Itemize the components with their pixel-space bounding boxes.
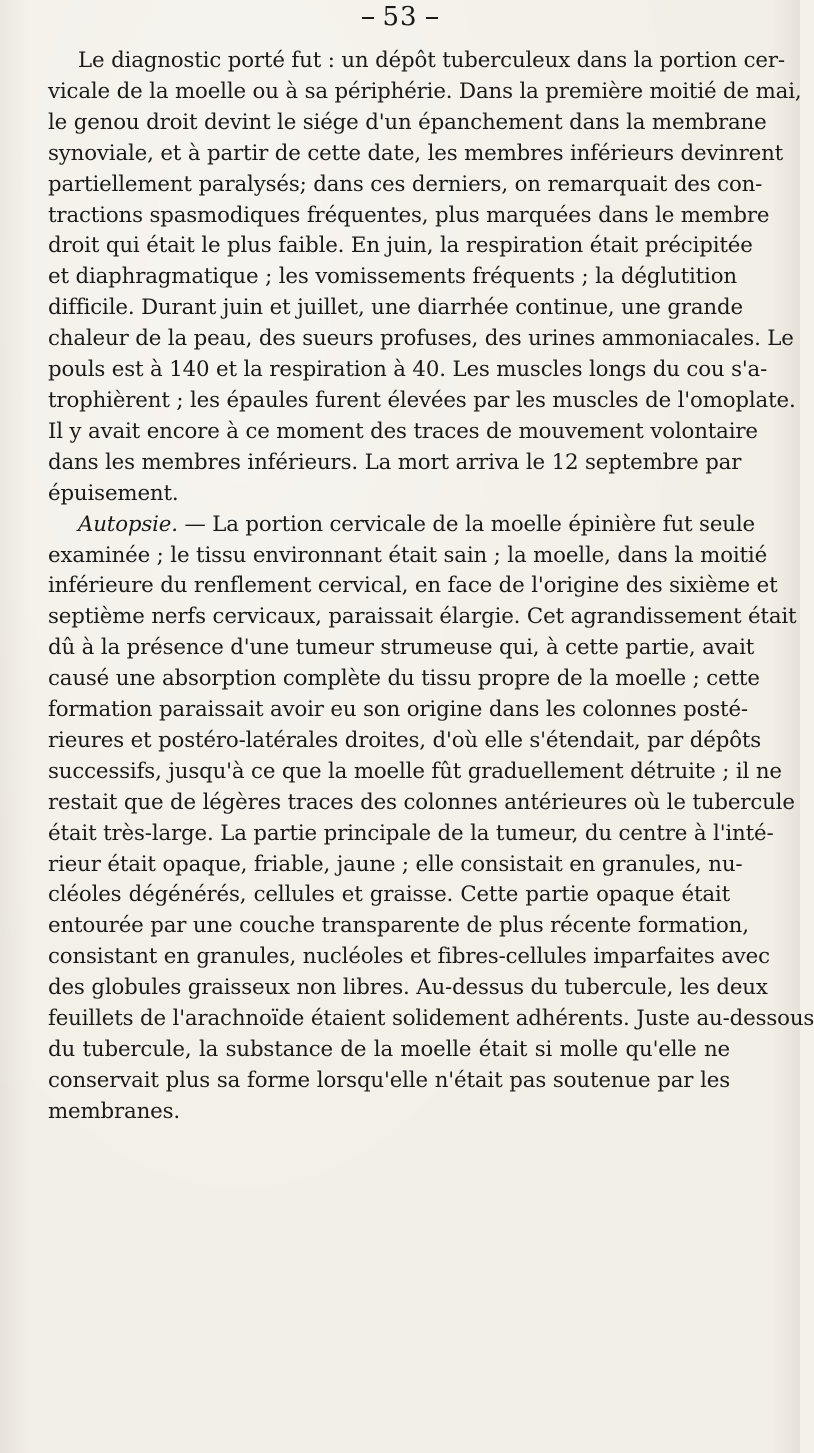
text-line xyxy=(48,417,758,448)
line-text: et diaphragmatique ; les vomissements fréquents ; la déglutition xyxy=(48,264,737,290)
line-text: causé une absorption complète du tissu propre de la moelle ; cette xyxy=(48,666,760,692)
text-line xyxy=(48,108,767,139)
line-text: vicale de la moelle ou à sa périphérie. Dans la première moitié de mai, xyxy=(48,78,802,104)
text-line xyxy=(48,571,778,602)
line-text: épuisement. xyxy=(48,480,179,506)
page-number: 53 xyxy=(0,2,800,32)
line-text: — La portion cervicale de la moelle épinière fut seule xyxy=(177,511,755,537)
section-heading: Autopsie. xyxy=(78,511,178,537)
text-line xyxy=(48,231,753,262)
body-text xyxy=(48,46,814,1128)
line-text: Il y avait encore à ce moment des traces de mouvement volontaire xyxy=(48,418,758,444)
line-text: rieures et postéro-latérales droites, d'où elle s'étendait, par dépôts xyxy=(48,727,762,753)
text-line xyxy=(48,695,748,726)
line-text: consistant en granules, nucléoles et fibres-cellules imparfaites avec xyxy=(48,944,770,970)
line-text: tractions spasmodiques fréquentes, plus marquées dans le membre xyxy=(48,202,770,228)
text-line xyxy=(48,77,802,108)
line-text: membranes. xyxy=(48,1098,181,1124)
line-text: examinée ; le tissu environnant était sain ; la moelle, dans la moitié xyxy=(48,542,768,568)
text-line xyxy=(48,880,730,911)
line-text: était très-large. La partie principale de la tumeur, du centre à l'inté- xyxy=(48,820,774,846)
line-text: le genou droit devint le siége d'un épanchement dans la membrane xyxy=(48,109,767,135)
text-line xyxy=(48,850,743,881)
text-line xyxy=(48,510,755,541)
line-text: pouls est à 140 et la respiration à 40. Les muscles longs du cou s'a- xyxy=(48,357,768,383)
line-text: septième nerfs cervicaux, paraissait élargie. Cet agrandissement était xyxy=(48,604,797,630)
line-text: droit qui était le plus faible. En juin, la respiration était précipitée xyxy=(48,233,753,259)
text-line xyxy=(48,788,795,819)
line-text: successifs, jusqu'à ce que la moelle fût graduellement détruite ; il ne xyxy=(48,758,782,784)
text-line xyxy=(48,541,768,572)
line-text: trophièrent ; les épaules furent élevées par les muscles de l'omoplate. xyxy=(48,387,796,413)
text-line xyxy=(48,1004,814,1035)
text-line xyxy=(48,262,737,293)
text-line xyxy=(48,324,794,355)
line-text: feuillets de l'arachnoïde étaient solidement adhérents. Juste au-dessous xyxy=(48,1006,814,1032)
text-line xyxy=(48,973,768,1004)
text-line xyxy=(48,46,785,77)
line-text: conservait plus sa forme lorsqu'elle n'était pas soutenue par les xyxy=(48,1067,730,1093)
text-line xyxy=(48,757,782,788)
text-line xyxy=(48,139,784,170)
text-line xyxy=(48,911,749,942)
text-line xyxy=(48,1066,730,1097)
line-text: difficile. Durant juin et juillet, une diarrhée continue, une grande xyxy=(48,295,743,321)
line-text: inférieure du renflement cervical, en face de l'origine des sixième et xyxy=(48,573,778,599)
text-line xyxy=(48,201,770,232)
text-line xyxy=(48,479,730,510)
text-line xyxy=(48,170,763,201)
line-text: synoviale, et à partir de cette date, les membres inférieurs devinrent xyxy=(48,140,784,166)
line-text: dans les membres inférieurs. La mort arriva le 12 septembre par xyxy=(48,449,742,475)
text-line xyxy=(48,664,760,695)
text-line xyxy=(48,726,762,757)
text-line xyxy=(48,633,755,664)
text-line xyxy=(48,1097,730,1128)
line-text: Le diagnostic porté fut : un dépôt tuberculeux dans la portion cer- xyxy=(78,48,785,73)
line-text: du tubercule, la substance de la moelle était si molle qu'elle ne xyxy=(48,1037,730,1062)
text-line xyxy=(48,819,774,850)
text-line xyxy=(48,293,743,324)
text-line xyxy=(48,942,770,973)
line-text: restait que de légères traces des colonnes antérieures où le tubercule xyxy=(48,789,795,815)
line-text: des globules graisseux non libres. Au-dessus du tubercule, les deux xyxy=(48,975,768,1001)
line-text: cléoles dégénérés, cellules et graisse. Cette partie opaque était xyxy=(48,882,730,908)
line-text: chaleur de la peau, des sueurs profuses, des urines ammoniacales. Le xyxy=(48,326,794,352)
line-text: entourée par une couche transparente de plus récente formation, xyxy=(48,913,749,939)
line-text: partiellement paralysés; dans ces derniers, on remarquait des con- xyxy=(48,171,763,197)
text-line xyxy=(48,355,768,386)
text-line xyxy=(48,448,742,479)
line-text: rieur était opaque, friable, jaune ; elle consistait en granules, nu- xyxy=(48,851,743,877)
line-text: formation paraissait avoir eu son origine dans les colonnes posté- xyxy=(48,697,748,723)
text-line xyxy=(48,602,797,633)
line-text: dû à la présence d'une tumeur strumeuse qui, à cette partie, avait xyxy=(48,635,755,661)
text-line xyxy=(48,386,796,417)
text-line xyxy=(48,1035,730,1066)
